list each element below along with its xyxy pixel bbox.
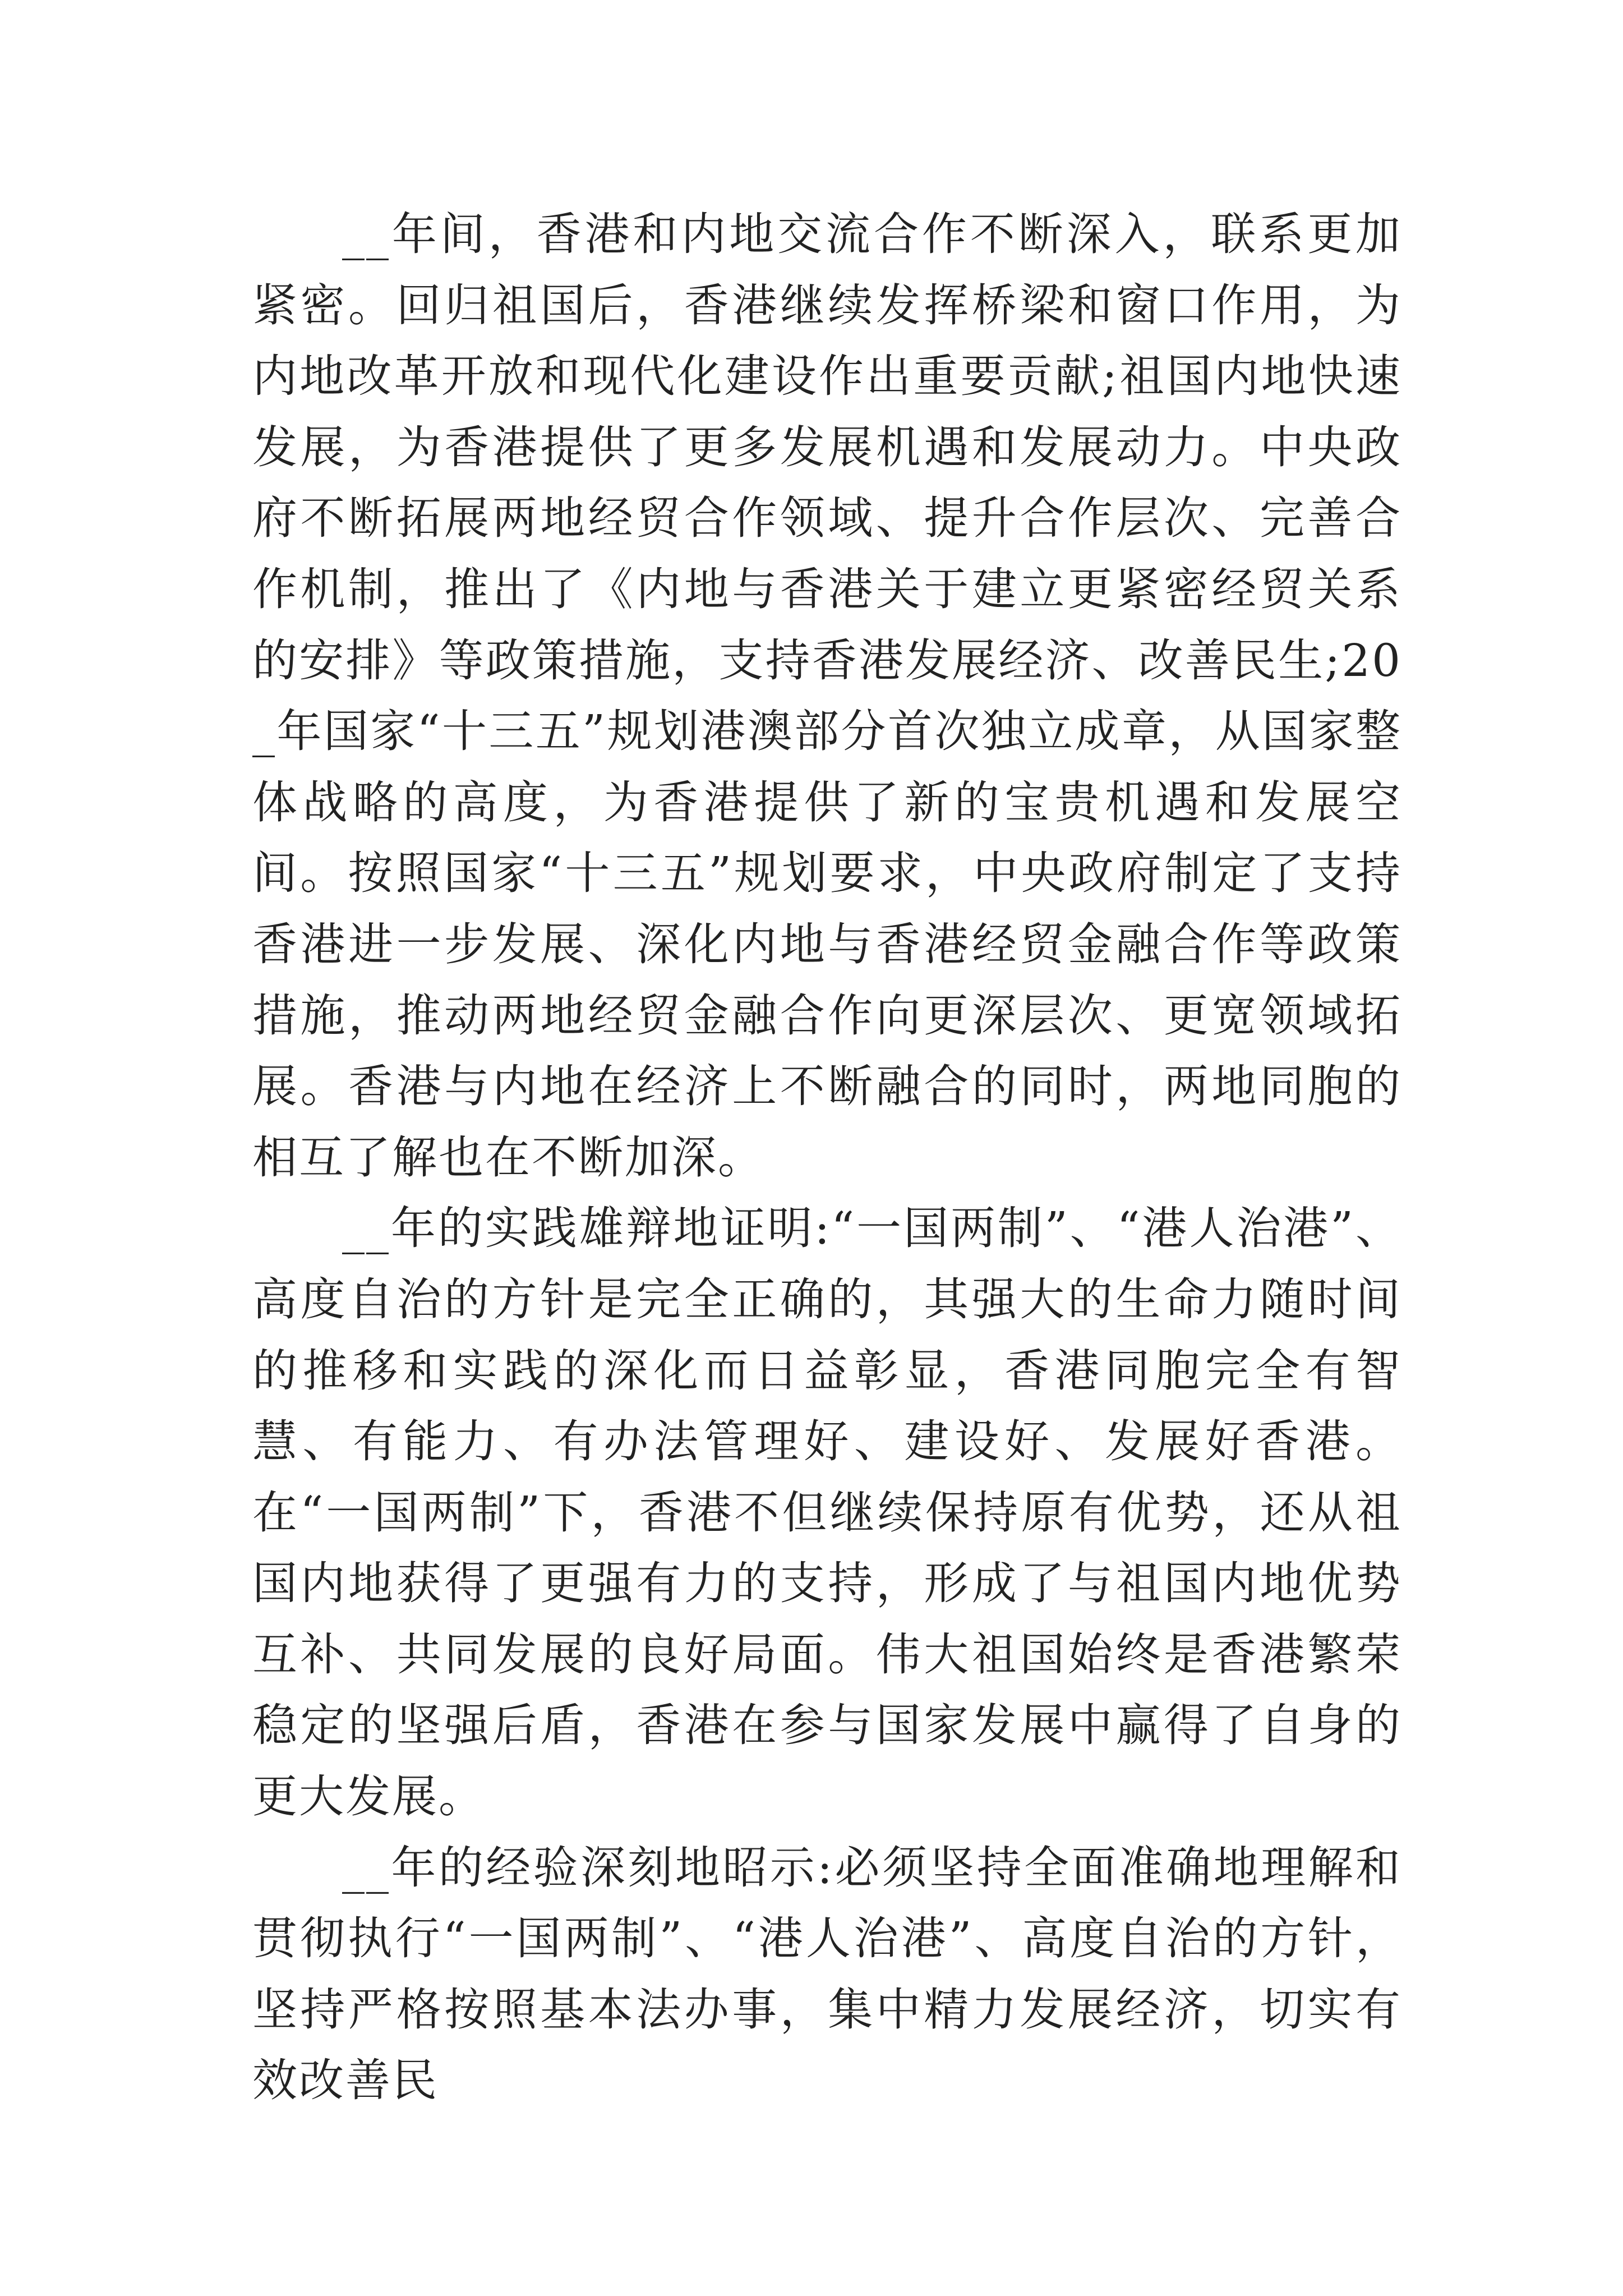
paragraph-2: __年的实践雄辩地证明:“一国两制”、“港人治港”、高度自治的方针是完全正确的，其强大的生命力随时间的推移和实践的深化而日益彰显，香港同胞完全有智慧、有能力、有办法管理好、建设好、发展好香港。在“一国两制”下，香港不但继续保持原有优势，还从祖国内地获得了更强有力的支持，形成了与祖国内地优势互补、共同发展的良好局面。伟大祖国始终是香港繁荣稳定的坚强后盾，香港在参与国家发展中赢得了自身的更大发展。 <box>252 1202 1402 1823</box>
body-text <box>252 199 1402 2116</box>
paragraph-3: __年的经验深刻地昭示:必须坚持全面准确地理解和贯彻执行“一国两制”、“港人治港”、高度自治的方针，坚持严格按照基本法办事，集中精力发展经济，切实有效改善民 <box>252 1841 1402 2107</box>
paragraph-1: __年间，香港和内地交流合作不断深入，联系更加紧密。回归祖国后，香港继续发挥桥梁和窗口作用，为内地改革开放和现代化建设作出重要贡献;祖国内地快速发展，为香港提供了更多发展机遇和发展动力。中央政府不断拓展两地经贸合作领域、提升合作层次、完善合作机制，推出了《内地与香港关于建立更紧密经贸关系的安排》等政策措施，支持香港发展经济、改善民生;20_年国家“十三五”规划港澳部分首次独立成章，从国家整体战略的高度，为香港提供了新的宝贵机遇和发展空间。按照国家“十三五”规划要求，中央政府制定了支持香港进一步发展、深化内地与香港经贸金融合作等政策措施，推动两地经贸金融合作向更深层次、更宽领域拓展。香港与内地在经济上不断融合的同时，两地同胞的相互了解也在不断加深。 <box>252 208 1402 1184</box>
